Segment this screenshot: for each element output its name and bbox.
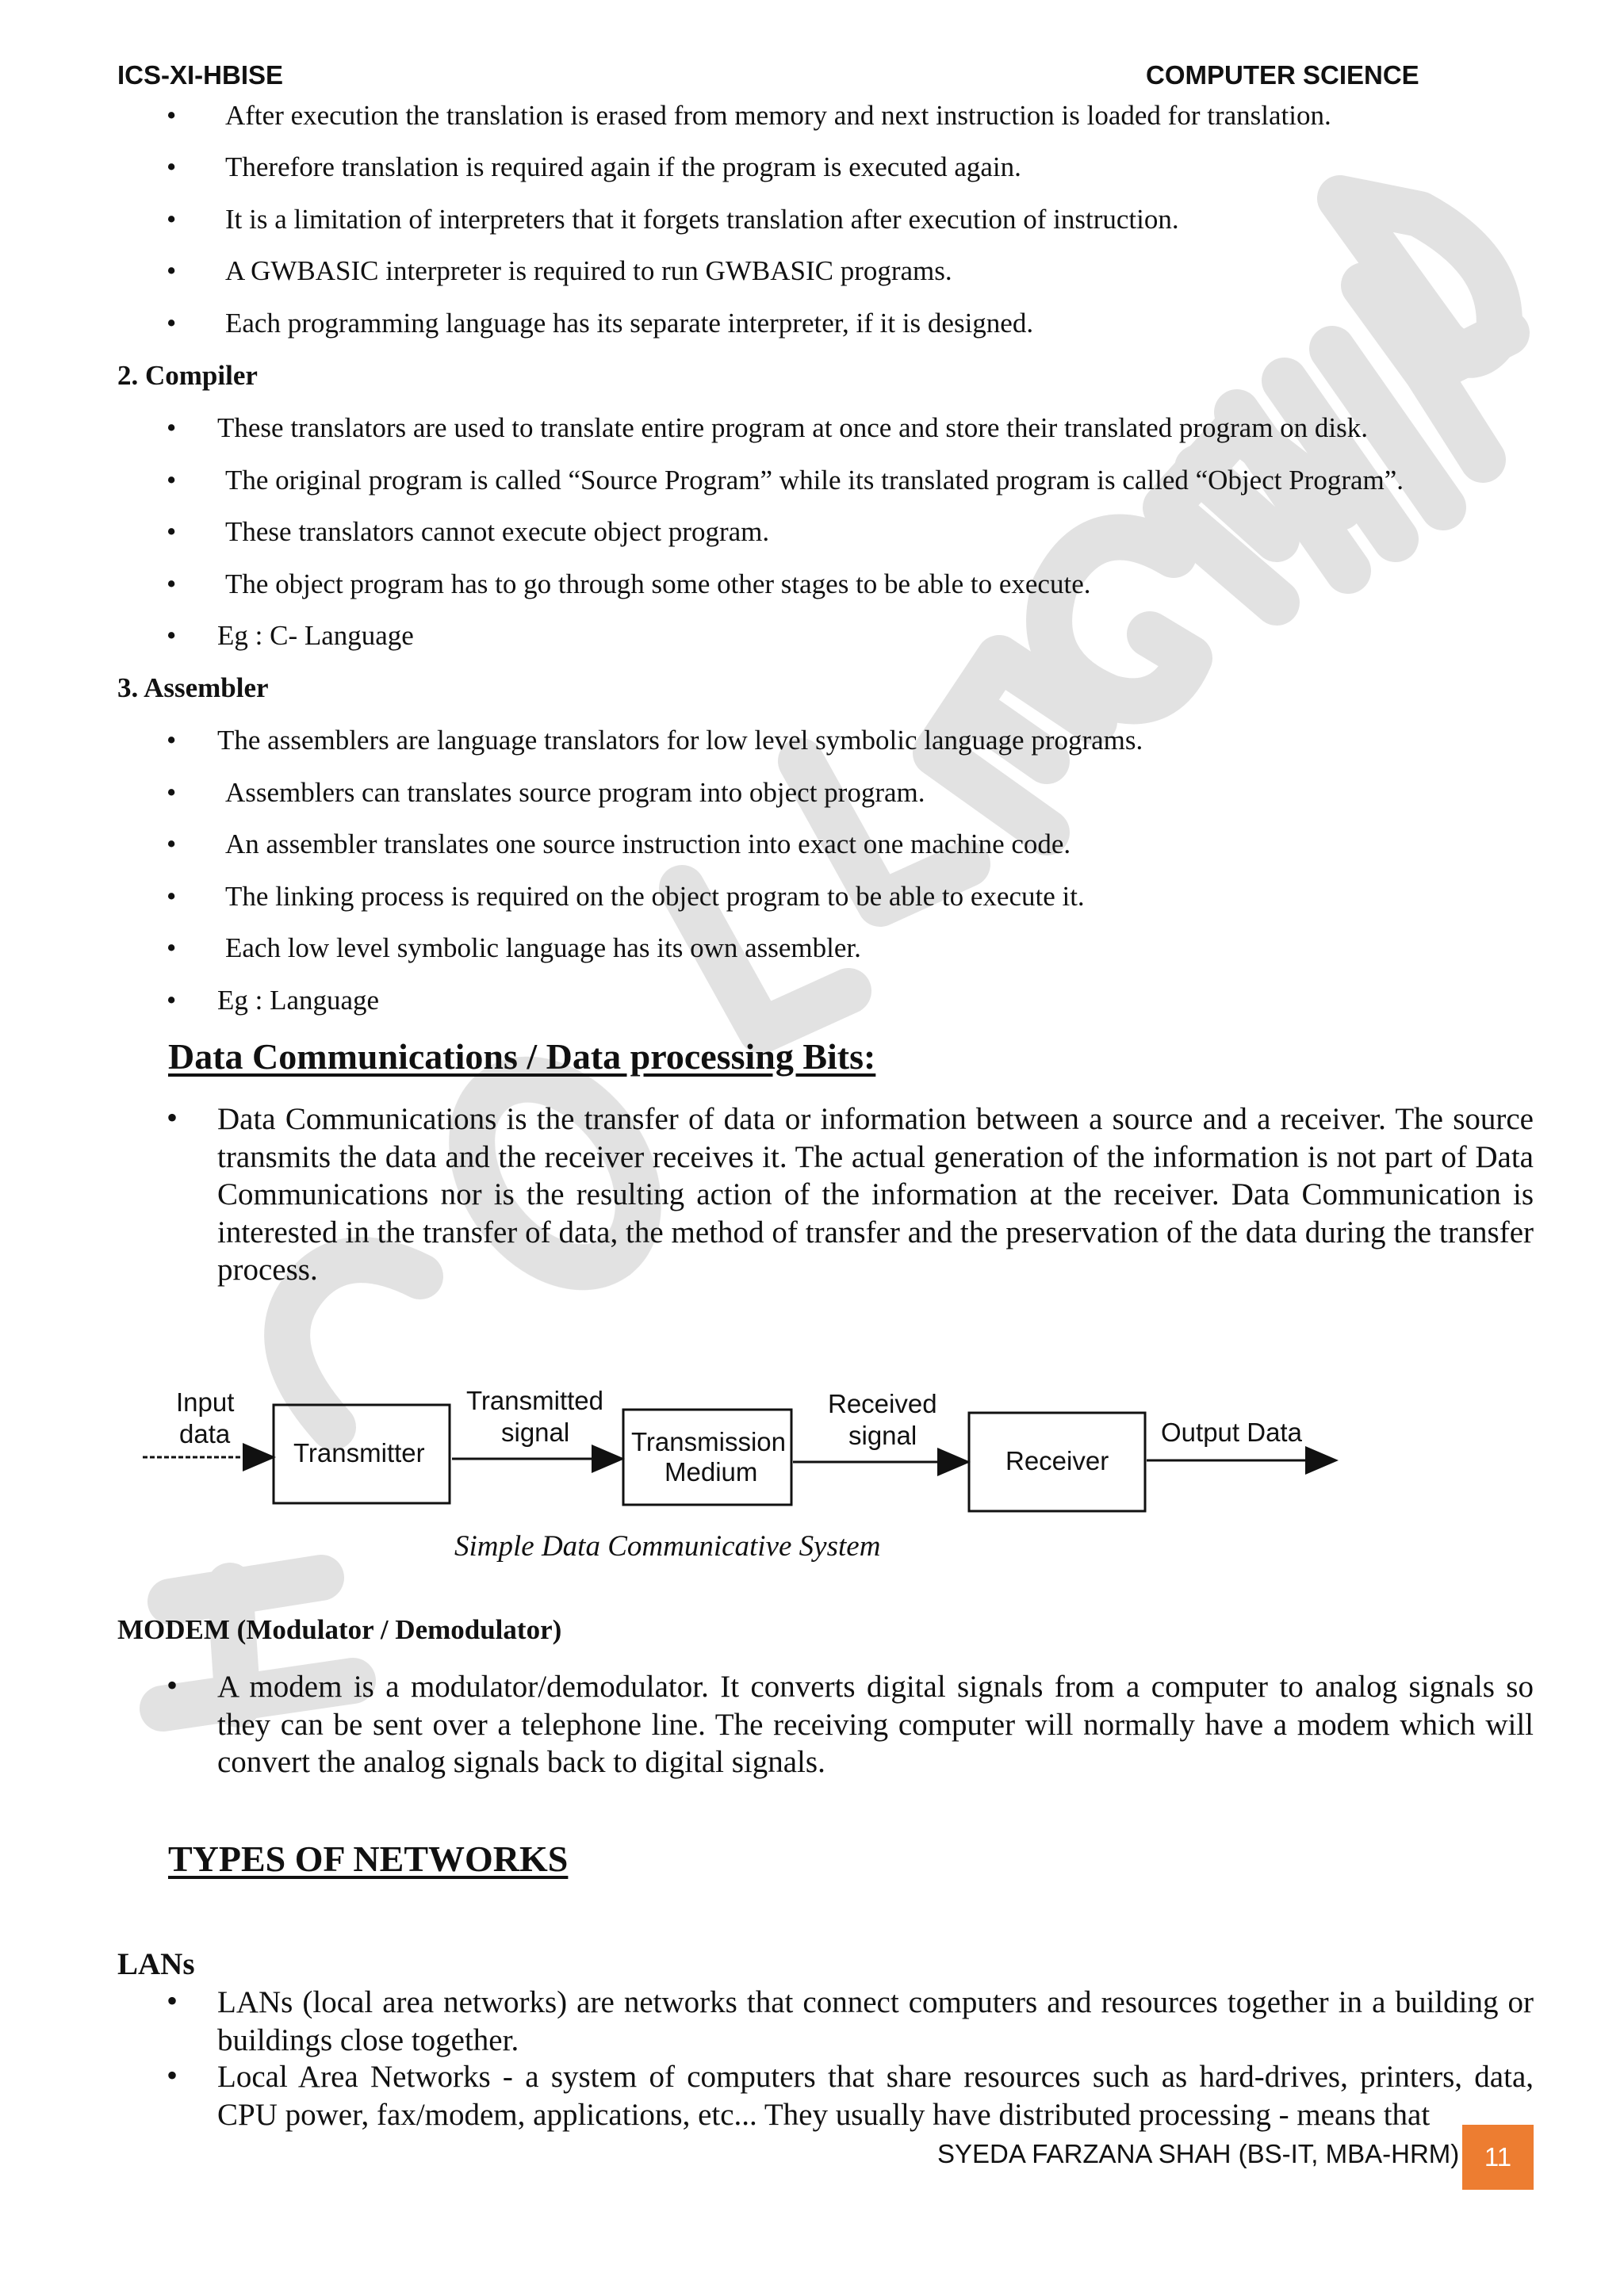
list-item: An assembler translates one source instruction into exact one machine code. bbox=[225, 828, 1071, 859]
input-label-2: data bbox=[179, 1419, 231, 1448]
list-item: Therefore translation is required again if the program is executed again. bbox=[225, 151, 1021, 182]
bullet-dot: • bbox=[167, 1100, 178, 1135]
data-comm-heading: Data Communications / Data processing Bits: bbox=[168, 1036, 876, 1077]
input-label-1: Input bbox=[176, 1387, 235, 1417]
list-item: Eg : C- Language bbox=[217, 620, 414, 651]
medium-label-2: Medium bbox=[665, 1457, 758, 1487]
bullet-dot: • bbox=[167, 100, 177, 131]
bullet-dot: • bbox=[167, 465, 177, 496]
bullet-dot: • bbox=[167, 620, 177, 651]
bullet-dot: • bbox=[167, 255, 177, 286]
header-left: ICS-XI-HBISE bbox=[117, 60, 284, 90]
bullet-dot: • bbox=[167, 516, 177, 547]
data-communication-diagram bbox=[135, 1372, 1356, 1586]
output-label: Output Data bbox=[1161, 1418, 1302, 1447]
bullet-dot: • bbox=[167, 1667, 178, 1703]
received-label-2: signal bbox=[848, 1421, 917, 1450]
data-comm-paragraph: Data Communications is the transfer of data or information between a source and a receiver. The source transmits the data and the receiver receives it. The actual generation of the information is not part of Data Communications nor is the resulting action of the information at the receiver. Data Communication is interested in the transfer of data, the method of transfer and the preservation of the data during the transfer process. bbox=[217, 1102, 1534, 1287]
header-right: COMPUTER SCIENCE bbox=[1146, 60, 1419, 90]
list-item: It is a limitation of interpreters that it forgets translation after execution of instruction. bbox=[225, 204, 1179, 235]
list-item: These translators are used to translate entire program at once and store their translated program on disk. bbox=[217, 412, 1369, 443]
list-item: A GWBASIC interpreter is required to run GWBASIC programs. bbox=[225, 255, 952, 286]
bullet-dot: • bbox=[167, 828, 177, 859]
bullet-dot: • bbox=[167, 204, 177, 235]
bullet-dot: • bbox=[167, 568, 177, 599]
lans-heading: LANs bbox=[117, 1947, 195, 1981]
lans-bullet-2: Local Area Networks - a system of computers that share resources such as hard-drives, printers, data, CPU power, fax/modem, applications, etc... They usually have distributed processing - means that bbox=[217, 2060, 1534, 2132]
bullet-dot: • bbox=[167, 777, 177, 808]
list-item: The assemblers are language translators for low level symbolic language programs. bbox=[217, 725, 1143, 756]
medium-label-1: Transmission bbox=[631, 1427, 786, 1456]
lans-bullet-1: LANs (local area networks) are networks that connect computers and resources together in a building or buildings close together. bbox=[217, 1985, 1534, 2057]
modem-paragraph: A modem is a modulator/demodulator. It converts digital signals from a computer to analog signals so they can be sent over a telephone line. The receiving computer will normally have a modem which will convert the analog signals back to digital signals. bbox=[217, 1670, 1534, 1779]
received-label-1: Received bbox=[828, 1389, 937, 1418]
list-item: The object program has to go through some other stages to be able to execute. bbox=[225, 568, 1091, 599]
bullet-dot: • bbox=[167, 881, 177, 912]
list-item: Eg : Language bbox=[217, 985, 380, 1016]
diagram-caption: Simple Data Communicative System bbox=[454, 1530, 881, 1563]
assembler-heading: 3. Assembler bbox=[117, 672, 269, 703]
page-number: 11 bbox=[1462, 2125, 1534, 2190]
bullet-dot: • bbox=[167, 932, 177, 963]
list-item: Each programming language has its separate interpreter, if it is designed. bbox=[225, 308, 1034, 339]
transmitted-label-2: signal bbox=[501, 1418, 570, 1447]
list-item: The linking process is required on the object program to be able to execute it. bbox=[225, 881, 1085, 912]
bullet-dot: • bbox=[167, 1983, 178, 2019]
list-item: Each low level symbolic language has its own assembler. bbox=[225, 932, 861, 963]
bullet-dot: • bbox=[167, 308, 177, 339]
list-item: After execution the translation is erased from memory and next instruction is loaded for translation. bbox=[225, 100, 1331, 131]
transmitted-label-1: Transmitted bbox=[466, 1386, 603, 1415]
list-item: Assemblers can translates source program into object program. bbox=[225, 777, 925, 808]
list-item: These translators cannot execute object program. bbox=[225, 516, 770, 547]
footer-author: SYEDA FARZANA SHAH (BS-IT, MBA-HRM) bbox=[937, 2139, 1460, 2168]
bullet-dot: • bbox=[167, 151, 177, 182]
bullet-dot: • bbox=[167, 412, 177, 443]
transmitter-label: Transmitter bbox=[293, 1438, 425, 1468]
compiler-heading: 2. Compiler bbox=[117, 360, 258, 391]
networks-heading: TYPES OF NETWORKS bbox=[168, 1839, 569, 1879]
bullet-dot: • bbox=[167, 985, 177, 1016]
bullet-dot: • bbox=[167, 2057, 178, 2093]
bullet-dot: • bbox=[167, 725, 177, 756]
receiver-label: Receiver bbox=[1005, 1446, 1109, 1475]
modem-heading: MODEM (Modulator / Demodulator) bbox=[117, 1614, 562, 1645]
list-item: The original program is called “Source Program” while its translated program is called “Object Program”. bbox=[225, 465, 1404, 496]
